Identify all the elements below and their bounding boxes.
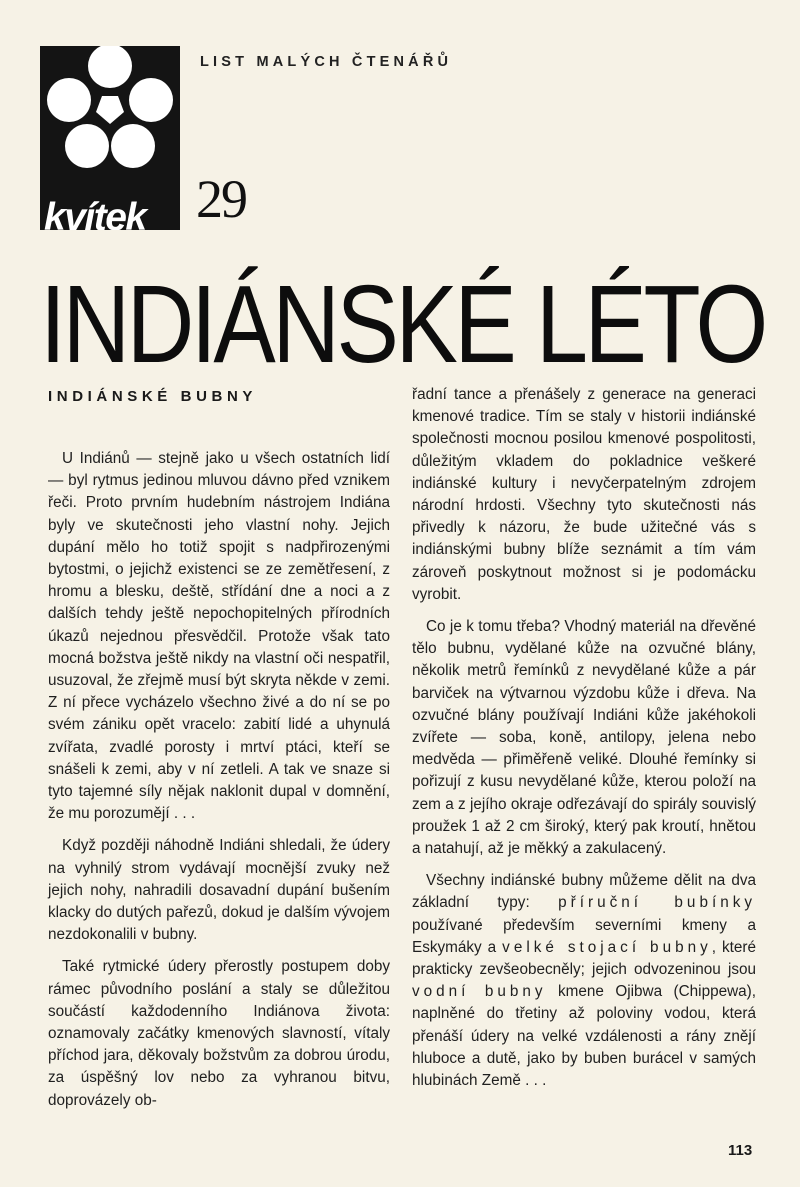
logo-text: kvítek [44,196,146,230]
paragraph: Když později náhodně Indiáni shledali, že údery na vyhnilý strom vydávají mocnější zvuky než jejich nohy, nahradili dosavadní dupání bušením klacky do dutých pařezů, dokud je dalším vývojem nezdokonalili v bubny. [48,837,390,944]
paragraph: Také rytmické údery přerostly postupem doby rámec původního poslání a staly se důležitou součástí každodenního Indiánova života: oznamovaly začátky kmenových slavností, vítaly příchod jara, děkovaly božstvům za dobrou úrodu, za úspěšný lov nebo za vyhranou bitvu, doprovázely ob- [48,958,390,1109]
series-title: LIST MALÝCH ČTENÁŘŮ [200,54,453,70]
spaced-term: příruční bubínky [558,894,757,912]
right-column [412,384,756,1102]
spaced-term: vodní bubny [412,983,547,1001]
paragraph [412,870,756,1092]
paragraph: Co je k tomu třeba? Vhodný materiál na dřevěné tělo bubnu, vydělané kůže na ozvučné blány, několik metrů řemínků z nevydělané kůže a pár barviček na výtvarnou výzdobu kůže i dřeva. Na ozvučné blány používají Indiáni kůže jakéhokoli zvířete — soba, koně, antilopy, jelena nebo medvěda — přiměřeně veliké. Dlouhé řemínky si pořizují z kusu nevydělané kůže, kterou položí na zem a z jejího okraje odřezávají do spirály souvislý proužek 1 až 2 cm široký, který pak kroutí, hnětou a natahují, až je měkký a zakulacený. [412,618,756,858]
paragraph: řadní tance a přenášely z generace na generaci kmenové tradice. Tím se staly v historii indiánské společnosti mocnou posilou kmenové pospolitosti, důležitým vkladem do pokladnice veškeré indiánské kultury i nevyčerpatelným zdrojem národní hrdosti. Všechny tyto skutečnosti nás přivedly k názoru, že bude užitečné vás s indiánskými bubny blíže seznámit a tím vám zároveň poskytnout možnost si je podomácku vyrobit. [412,386,756,603]
page-title: INDIÁNSKÉ LÉTO [40,263,765,386]
page-number: 113 [728,1142,753,1159]
section-title: INDIÁNSKÉ BUBNY [48,388,258,405]
paragraph: U Indiánů — stejně jako u všech ostatních lidí — byl rytmus jedinou mluvou dávno před vznikem řeči. Proto prvním hudebním nástrojem Indiána byly ve skutečnosti jeho vlastní nohy. Jejich dupání mělo ho totiž spojit s nadpřirozenými bytostmi, o jejichž existenci se ze zemětřesení, z hromu a blesku, deště, střídání dne a noci a z dalších tehdy ještě nepochopitelných přírodních úkazů nejednou přesvědčil. Protože však tato mocná božstva ještě nikdy na vlastní oči nespatřil, usuzoval, že zřejmě musí být skryta někde v zemi. Z ní přece vycházelo všechno živé a do ní se po svém zániku opět vracelo: zabití lidé a uhynulá zvířata, zvadlé porosty i mrtví ptáci, kteří se snášeli k zemi, aby v ní zetleli. A tak ve snaze si tyto tajemné síly nějak naklonit dupal v domnění, že mu porozumějí . . . [48,450,390,823]
text-run: , které prakticky zevšeobecněly; jejich odvozeninou jsou [412,938,756,979]
kvitek-logo [40,46,180,230]
text-run: Všechny indiánské bubny můžeme dělit na dva základní typy: [412,872,756,912]
text-run: používané především severními kmeny a Eskymáky a [412,916,756,956]
issue-number: 29 [196,169,246,229]
spaced-term: velké stojací bubny [502,938,712,956]
left-column [48,448,390,1122]
text-run: kmene Ojibwa (Chippewa), naplněné do třetiny až poloviny vodou, která přenáší údery na velké vzdálenosti a rány znějí hluboce a dutě, jako by buben burácel v samých hlubinách Země . . . [412,983,756,1090]
